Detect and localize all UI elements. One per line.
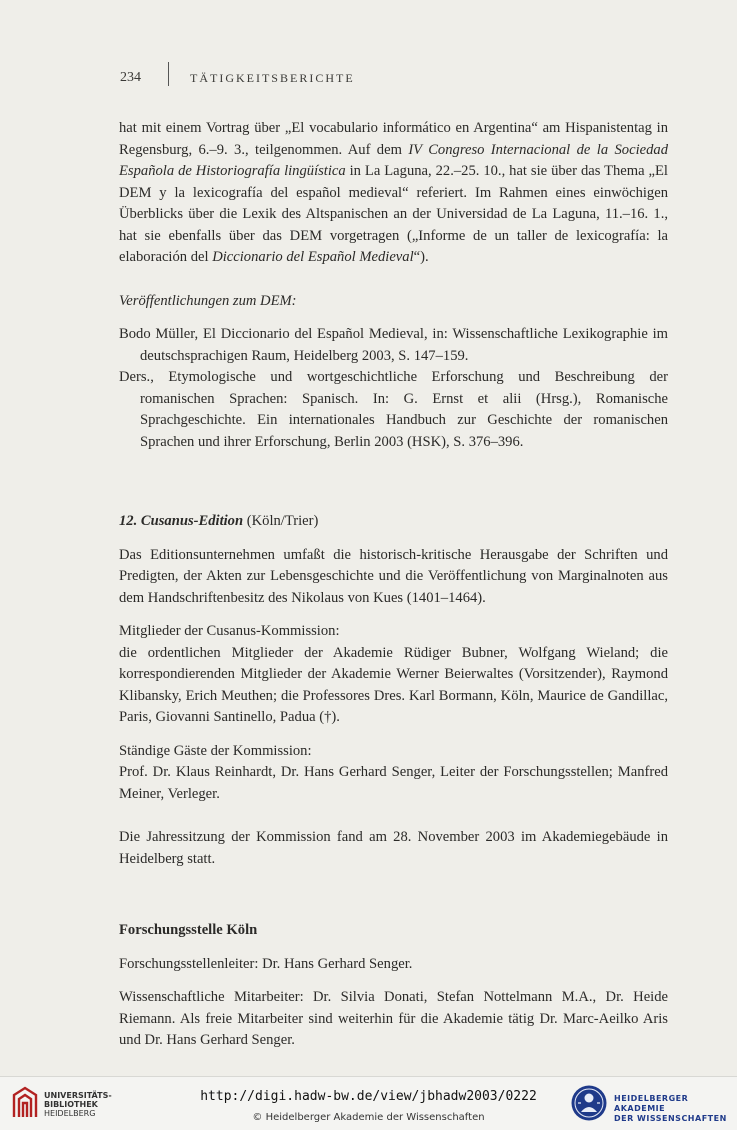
academy-seal-icon[interactable]: [570, 1084, 608, 1126]
intro-text-b: in La Laguna, 22.–25. 10., hat sie über das Thema „El DEM y la lexicografía del español medieval“ referiert. Im Rahmen eines einwöchigen Überblicks über die Lexik des Altspanischen an der Universidad de La Laguna, 11.–16. 1., hat sie ebenfalls über das DEM vorgetragen („Informe de un taller de lexicografía: la elaboración del: [119, 163, 668, 265]
page-number: 234: [120, 70, 141, 85]
academy-name-line: DER WISSENSCHAFTEN: [614, 1114, 727, 1123]
running-title: TÄTIGKEITSBERICHTE: [190, 71, 355, 85]
section-title: [119, 511, 668, 533]
intro-text-a: hat mit einem Vortrag über „El vocabulario informático en Argentina“ am Hispanistentag in Regensburg, 6.–9. 3., teilgenommen. Auf dem: [119, 120, 668, 158]
edition-description: Das Editionsunternehmen umfaßt die historisch-kritische Herausgabe der Schriften und Predigten, der Akten zur Lebensgeschichte und die Veröffentlichung von Marginalnoten aus dem Handschriftenbesitz des Nikolaus von Kues (1401–1464).: [119, 546, 668, 606]
header-divider: [168, 62, 169, 86]
meeting-text: Die Jahressitzung der Kommission fand am 28. November 2003 im Akademiegebäude in Heidelberg statt.: [119, 829, 668, 867]
congress-title: IV Congreso Internacional de la Sociedad Española de Historiografía lingüística: [119, 141, 668, 179]
intro-text-c: “).: [413, 249, 429, 265]
copyright-notice: © Heidelberger Akademie der Wissenschaften: [252, 1112, 485, 1123]
library-name-line: HEIDELBERG: [44, 1109, 96, 1118]
koeln-heading: Forschungsstelle Köln: [119, 922, 258, 938]
permalink[interactable]: http://digi.hadw-bw.de/view/jbhadw2003/0222: [200, 1089, 537, 1104]
intro-paragraph: [119, 118, 668, 269]
publication-item: Ders., Etymologische und wortgeschichtliche Erforschung und Beschreibung der romanischen Sprachen: Spanisch. In: G. Ernst et alii (Hrsg.), Romanische Sprachgeschichte. Ein internationales Handbuch zur Geschichte der romanischen Sprachen und ihrer Erforschung, Berlin 2003 (HSK), S. 376–396.: [119, 369, 668, 450]
library-name-line: BIBLIOTHEK: [44, 1100, 98, 1109]
members-label: Mitglieder der Cusanus-Kommission:: [119, 623, 340, 639]
section-title-main: 12. Cusanus-Edition: [119, 513, 244, 529]
guests-text: Prof. Dr. Klaus Reinhardt, Dr. Hans Gerhard Senger, Leiter der Forschungsstellen; Manfred Meiner, Verleger.: [119, 764, 668, 802]
guests-label: Ständige Gäste der Kommission:: [119, 742, 312, 759]
members-text: die ordentlichen Mitglieder der Akademie Rüdiger Bubner, Wolfgang Wieland; die korrespondierenden Mitglieder der Akademie Werner Beierwaltes (Vorsitzender), Raymond Klibansky, Erich Meuthen; die Professores Dres. Karl Bormann, Köln, Maurice de Gandillac, Paris, Giovanni Santinello, Padua (†).: [119, 644, 668, 725]
library-name-line: UNIVERSITÄTS-: [44, 1091, 112, 1100]
academy-name[interactable]: [614, 1094, 737, 1124]
academy-name-line: HEIDELBERGER AKADEMIE: [614, 1094, 689, 1113]
koeln-leader: Forschungsstellenleiter: Dr. Hans Gerhard Senger.: [119, 955, 413, 972]
digitization-footer: [0, 1076, 737, 1130]
publication-item: Bodo Müller, El Diccionario del Español Medieval, in: Wissenschaftliche Lexikographie im deutschsprachigen Raum, Heidelberg 2003, S. 147–159.: [119, 326, 668, 364]
page-body: [119, 118, 668, 1052]
publications-heading: Veröffentlichungen zum DEM:: [119, 292, 297, 309]
dictionary-title: Diccionario del Español Medieval: [212, 249, 414, 265]
section-title-location: (Köln/Trier): [243, 513, 319, 529]
koeln-staff: Wissenschaftliche Mitarbeiter: Dr. Silvia Donati, Stefan Nottelmann M.A., Dr. Heide Riemann. Als freie Mitarbeiter sind weiterhin für die Akademie tätig Dr. Marc-Aeilko Aris und Dr. Hans Gerhard Senger.: [119, 989, 668, 1048]
